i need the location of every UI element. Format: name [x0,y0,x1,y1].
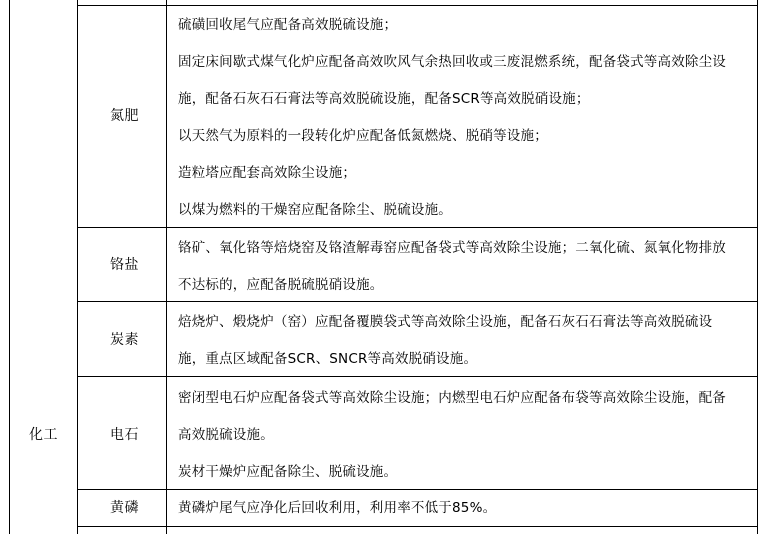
subcategory-label: 电石 [110,427,139,443]
subcategory-label: 黄磷 [110,500,139,516]
subcategory-label: 铬盐 [110,257,139,273]
requirement-line: 固定床间歇式煤气化炉应配备高效吹风气余热回收或三废混燃系统，配备袋式等高效除尘设 [178,54,726,70]
requirement-line: 施，配备石灰石石膏法等高效脱硫设施，配备SCR等高效脱硝设施； [178,91,590,107]
requirement-line: 密闭型电石炉应配备袋式等高效除尘设施；内燃型电石炉应配备布袋等高效除尘设施，配备 [178,390,726,406]
requirement-line: 施，重点区域配备SCR、SNCR等高效脱硝设施。 [178,351,478,367]
requirement-line: 黄磷炉尾气应净化后回收利用，利用率不低于85%。 [178,500,497,516]
row-divider [77,5,758,6]
table-border-left [9,0,10,534]
requirement-line: 炭材干燥炉应配备除尘、脱硫设施。 [178,464,398,480]
requirement-line: 不达标的，应配备脱硫脱硝设施。 [178,277,384,293]
subcategory-label: 炭素 [110,332,139,348]
row-divider [77,227,758,228]
requirement-line: 以煤为燃料的干燥窑应配备除尘、脱硫设施。 [178,202,452,218]
requirement-line: 铬矿、氧化铬等焙烧窑及铬渣解毒窑应配备袋式等高效除尘设施；二氧化硫、氮氧化物排放 [178,240,726,256]
row-divider [77,489,758,490]
requirement-line: 高效脱硫设施。 [178,427,274,443]
row-divider [77,526,758,527]
subcategory-label: 氮肥 [110,108,139,124]
table-border-right [757,0,758,534]
requirement-line: 以天然气为原料的一段转化炉应配备低氮燃烧、脱硝等设施； [178,128,548,144]
requirement-line: 造粒塔应配套高效除尘设施； [178,165,357,181]
row-divider [77,376,758,377]
row-divider [77,301,758,302]
column-divider-subcategory [166,0,167,534]
column-divider-category [77,0,78,534]
requirement-line: 焙烧炉、煅烧炉（窑）应配备覆膜袋式等高效除尘设施，配备石灰石石膏法等高效脱硫设 [178,314,713,330]
requirement-line: 硫磺回收尾气应配备高效脱硫设施； [178,17,398,33]
category-label: 化工 [29,427,58,443]
